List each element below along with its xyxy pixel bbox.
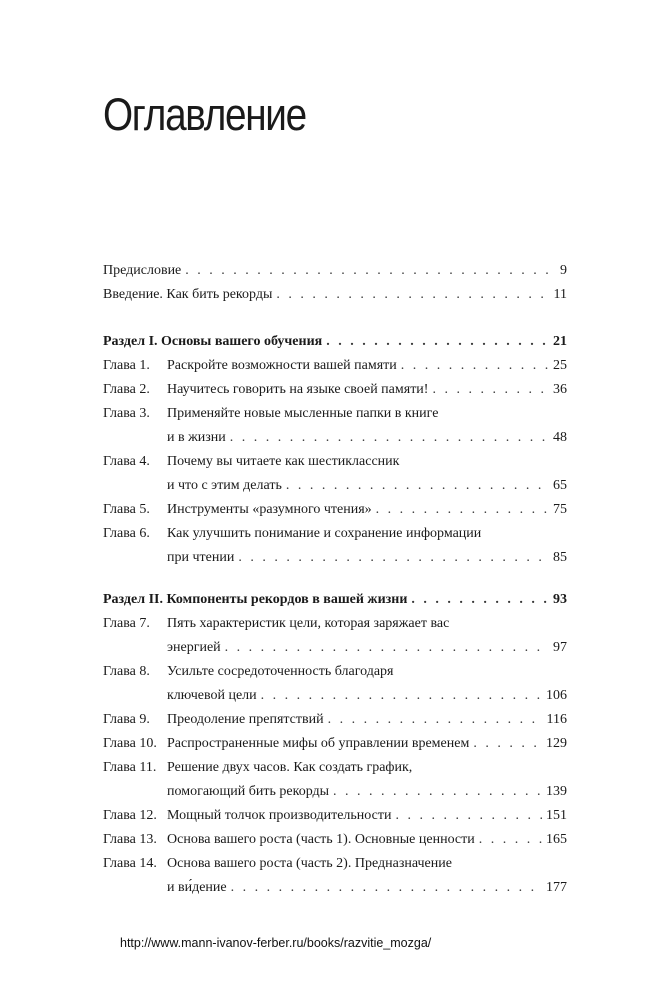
- toc-section-title: Раздел I. Основы вашего обучения: [103, 334, 323, 349]
- toc-chapter-title: Усильте сосредоточенность благодаря: [167, 664, 394, 679]
- toc-chapter-line: [103, 546, 567, 570]
- toc-chapter-title: Как улучшить понимание и сохранение информации: [167, 526, 482, 541]
- toc-chapter-title: энергией: [167, 640, 221, 655]
- toc-chapter-line: [103, 522, 567, 546]
- toc-chapter-title: и что с этим делать: [167, 478, 282, 493]
- dot-leader: [333, 780, 542, 804]
- toc-chapter-line: [103, 378, 567, 402]
- page-title: Оглавление: [103, 89, 306, 140]
- dot-leader: [473, 732, 542, 756]
- dot-leader: [286, 474, 549, 498]
- toc-page-number: 65: [553, 478, 567, 493]
- toc-chapter-label: Глава 3.: [103, 406, 150, 421]
- toc-chapter-label: Глава 11.: [103, 760, 157, 775]
- toc-chapter-label: Глава 8.: [103, 664, 150, 679]
- toc-page-number: 85: [553, 550, 567, 565]
- toc-chapter-line: [103, 684, 567, 708]
- toc-page-number: 116: [546, 712, 567, 727]
- toc-chapter-label: Глава 5.: [103, 502, 150, 517]
- toc-page-number: 177: [546, 880, 567, 895]
- toc-chapter-line: [103, 876, 567, 900]
- toc-chapter-line: [103, 756, 567, 780]
- toc-chapter-title: Почему вы читаете как шестиклассник: [167, 454, 400, 469]
- dot-leader: [479, 828, 542, 852]
- toc-entry-intro: [103, 283, 567, 307]
- toc-chapter-title: Научитесь говорить на языке своей памяти!: [167, 382, 429, 397]
- toc-chapter-title: Инструменты «разумного чтения»: [167, 502, 372, 517]
- dot-leader: [432, 378, 549, 402]
- toc-page-number: 48: [553, 430, 567, 445]
- toc-chapter-line: [103, 426, 567, 450]
- dot-leader: [238, 546, 549, 570]
- toc-page-number: 106: [546, 688, 567, 703]
- toc-page-number: 165: [546, 832, 567, 847]
- toc-chapter-label: Глава 14.: [103, 856, 157, 871]
- toc-chapter-title: при чтении: [167, 550, 235, 565]
- toc-chapter-label: Глава 4.: [103, 454, 150, 469]
- toc-page-number: 97: [553, 640, 567, 655]
- toc-page-number: 139: [546, 784, 567, 799]
- toc-chapter-title: Основа вашего роста (часть 2). Предназначение: [167, 856, 452, 871]
- dot-leader: [401, 354, 549, 378]
- toc-chapter-line: [103, 660, 567, 684]
- dot-leader: [261, 684, 542, 708]
- toc-chapter-title: и ви́дение: [167, 880, 227, 895]
- toc-chapter-label: Глава 12.: [103, 808, 157, 823]
- toc-page-number: 9: [560, 263, 567, 278]
- dot-leader: [230, 426, 549, 450]
- toc-chapter-title: Решение двух часов. Как создать график,: [167, 760, 413, 775]
- toc-chapter-label: Глава 10.: [103, 736, 157, 751]
- toc-chapter-line: [103, 780, 567, 804]
- toc-chapter-line: [103, 804, 567, 828]
- toc-chapter-line: [103, 450, 567, 474]
- dot-leader: [326, 330, 549, 354]
- toc-chapter-title: Применяйте новые мысленные папки в книге: [167, 406, 439, 421]
- toc-section-title: Раздел II. Компоненты рекордов в вашей жизни: [103, 592, 408, 607]
- toc-chapter-label: Глава 13.: [103, 832, 157, 847]
- dot-leader: [231, 876, 542, 900]
- toc-chapter-title: Распространенные мифы об управлении временем: [167, 736, 470, 751]
- toc-chapter-line: [103, 402, 567, 426]
- table-of-contents: [103, 259, 567, 900]
- toc-chapter-title: помогающий бить рекорды: [167, 784, 330, 799]
- dot-leader: [185, 259, 556, 283]
- toc-chapter-line: [103, 732, 567, 756]
- toc-chapter-line: [103, 852, 567, 876]
- dot-leader: [276, 283, 549, 307]
- toc-page-number: 75: [553, 502, 567, 517]
- toc-chapter-label: Глава 2.: [103, 382, 150, 397]
- toc-chapter-line: [103, 708, 567, 732]
- dot-leader: [411, 588, 549, 612]
- dot-leader: [376, 498, 549, 522]
- toc-chapter-title: Мощный толчок производительности: [167, 808, 392, 823]
- toc-chapter-label: Глава 1.: [103, 358, 150, 373]
- toc-page-number: 151: [546, 808, 567, 823]
- toc-chapter-line: [103, 828, 567, 852]
- toc-entry-text: Введение. Как бить рекорды: [103, 287, 273, 302]
- toc-section-1-chapters: [103, 354, 567, 570]
- toc-chapter-label: Глава 9.: [103, 712, 150, 727]
- toc-chapter-line: [103, 474, 567, 498]
- toc-chapter-label: Глава 6.: [103, 526, 150, 541]
- dot-leader: [225, 636, 549, 660]
- toc-chapter-title: Основа вашего роста (часть 1). Основные ценности: [167, 832, 475, 847]
- toc-chapter-title: Раскройте возможности вашей памяти: [167, 358, 397, 373]
- toc-chapter-line: [103, 498, 567, 522]
- toc-page-number: 36: [553, 382, 567, 397]
- toc-chapter-title: ключевой цели: [167, 688, 257, 703]
- toc-chapter-line: [103, 636, 567, 660]
- toc-page-number: 129: [546, 736, 567, 751]
- toc-section-2: [103, 588, 567, 612]
- toc-entry-preface: [103, 259, 567, 283]
- toc-chapter-title: Пять характеристик цели, которая заряжает вас: [167, 616, 450, 631]
- toc-chapter-label: Глава 7.: [103, 616, 150, 631]
- toc-chapter-line: [103, 354, 567, 378]
- toc-section-2-chapters: [103, 612, 567, 900]
- toc-section-1: [103, 330, 567, 354]
- toc-entry-text: Предисловие: [103, 263, 182, 278]
- dot-leader: [328, 708, 543, 732]
- toc-chapter-title: Преодоление препятствий: [167, 712, 324, 727]
- toc-page-number: 21: [553, 334, 567, 349]
- dot-leader: [395, 804, 542, 828]
- toc-page-number: 25: [553, 358, 567, 373]
- toc-page-number: 93: [553, 592, 567, 607]
- toc-page-number: 11: [553, 287, 567, 302]
- toc-chapter-line: [103, 612, 567, 636]
- toc-chapter-title: и в жизни: [167, 430, 226, 445]
- footer-url: http://www.mann-ivanov-ferber.ru/books/razvitie_mozga/: [120, 936, 432, 950]
